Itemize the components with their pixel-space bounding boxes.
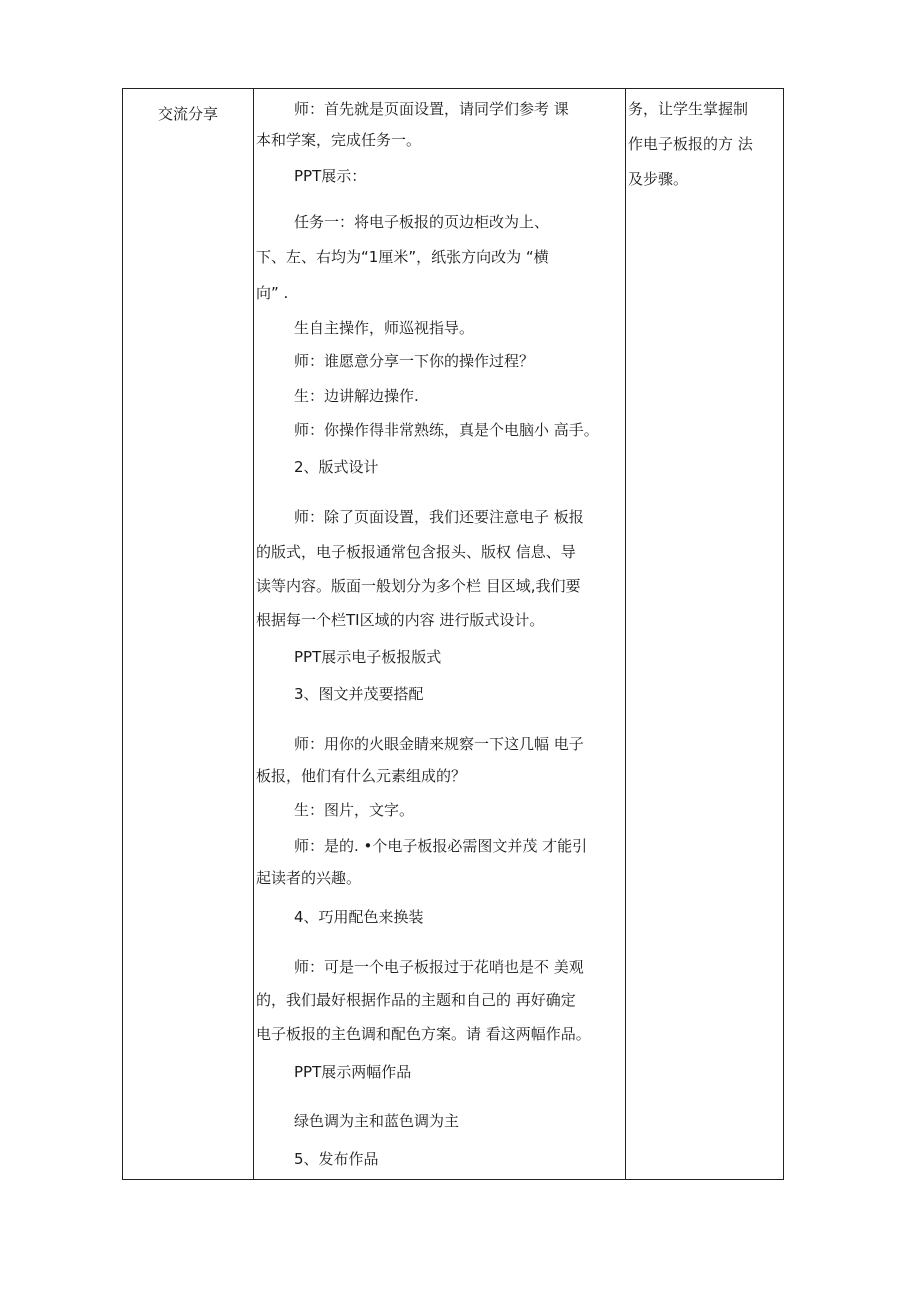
lesson-table — [122, 88, 784, 1180]
text-line: 本和学案，完成任务一。 — [256, 131, 422, 149]
text-line: 电子板报的主色调和配色方案。请 看这两幅作品。 — [256, 1025, 591, 1043]
text-line: 的，我们最好根据作品的主题和自己的 再好确定 — [256, 991, 576, 1009]
text-line: 生自主操作，师巡视指导。 — [294, 319, 475, 337]
text-line: 生：图片，文字。 — [294, 801, 415, 819]
text-line: 师：首先就是页面设置，请同学们参考 课 — [294, 100, 569, 118]
text-line: 起读者的兴趣。 — [256, 869, 362, 887]
text-line: 绿色调为主和蓝色调为主 — [294, 1112, 460, 1130]
text-line: PPT展示电子板报版式 — [294, 648, 442, 666]
text-line: 师：用你的火眼金睛来规察一下这几幅 电子 — [294, 735, 584, 753]
text-line: 的版式，电子板报通常包含报头、版权 信息、导 — [256, 543, 576, 561]
section-heading: 4、巧用配色来换装 — [294, 908, 424, 926]
text-line: 师：除了页面设置，我们还要注意电子 板报 — [294, 508, 584, 526]
section-heading: 2、版式设计 — [294, 458, 379, 476]
text-line: 师：你操作得非常熟练，真是个电脑小 高手。 — [294, 421, 599, 439]
text-line: 作电子板报的方 法 — [628, 135, 753, 153]
text-line: 师：谁愿意分享一下你的操作过程？ — [294, 352, 535, 370]
column-divider — [253, 89, 254, 1179]
text-line: 板报，他们有什么元素组成的？ — [256, 767, 467, 785]
text-line: 任务一：将电子板报的页边柜改为上、 — [294, 213, 550, 231]
text-line: 师：可是一个电子板报过于花哨也是不 美观 — [294, 958, 584, 976]
text-line: 向” . — [256, 284, 289, 302]
text-line: 务，让学生掌握制 — [628, 100, 749, 118]
section-heading: 3、图文并茂要搭配 — [294, 685, 424, 703]
text-line: PPT展示： — [294, 167, 367, 185]
text-line: 根据每一个栏ΤΙ区域的内容 进行版式设计。 — [256, 611, 545, 629]
text-line: 下、左、右均为“1厘米”，纸张方向改为 “横 — [256, 248, 549, 266]
stage-label: 交流分享 — [157, 105, 218, 123]
text-line: 生：边讲解边操作. — [294, 387, 419, 405]
text-line: 读等内容。版面一般划分为多个栏 目区域,我们要 — [256, 577, 581, 595]
section-heading: 5、发布作品 — [294, 1150, 379, 1168]
text-line: 师：是的. •个电子板报必需图文并茂 才能引 — [294, 837, 588, 855]
text-line: 及步骤。 — [628, 170, 689, 188]
column-divider — [625, 89, 626, 1179]
text-line: PPT展示两幅作品 — [294, 1063, 412, 1081]
